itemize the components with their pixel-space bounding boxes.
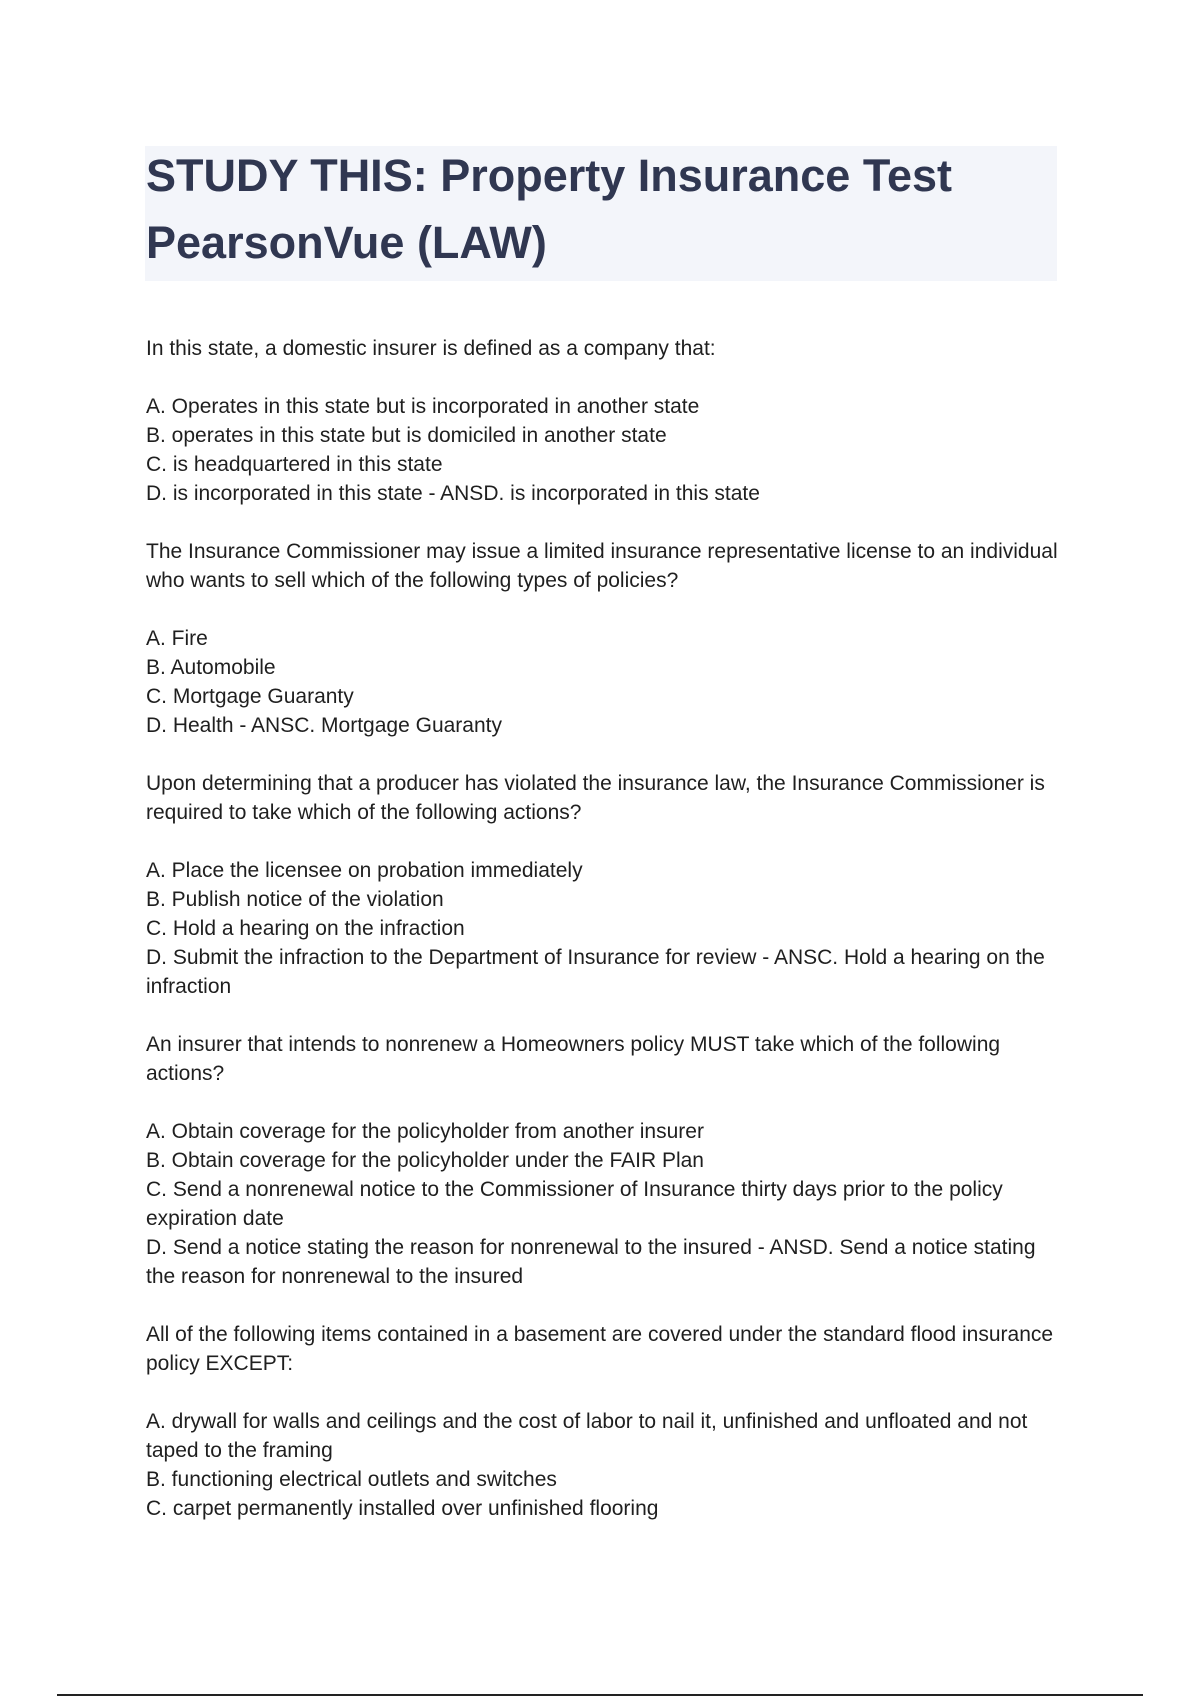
question-text: All of the following items contained in a basement are covered under the standard flood insurance policy EXCEPT: — [146, 1323, 1054, 1375]
answer-option: C. is headquartered in this state — [146, 453, 443, 476]
question-block-3 — [146, 769, 1066, 1001]
question-text: In this state, a domestic insurer is defined as a company that: — [146, 337, 716, 360]
answer-option: B. Publish notice of the violation — [146, 888, 444, 911]
answer-option: B. functioning electrical outlets and switches — [146, 1468, 557, 1491]
question-text: The Insurance Commissioner may issue a limited insurance representative license to an individual who wants to sell which of the following types of policies? — [146, 540, 1058, 592]
question-text: An insurer that intends to nonrenew a Homeowners policy MUST take which of the following actions? — [146, 1033, 1001, 1085]
answer-options — [146, 1407, 1066, 1523]
question-block-5 — [146, 1320, 1066, 1523]
answer-option: A. Fire — [146, 627, 208, 650]
answer-option: D. is incorporated in this state - ANSD. is incorporated in this state — [146, 482, 760, 505]
answer-option: A. Operates in this state but is incorporated in another state — [146, 395, 700, 418]
answer-options — [146, 392, 1066, 508]
answer-option: C. Send a nonrenewal notice to the Commissioner of Insurance thirty days prior to the policy expiration date — [146, 1178, 1003, 1230]
answer-option: A. Obtain coverage for the policyholder from another insurer — [146, 1120, 704, 1143]
answer-option: A. Place the licensee on probation immediately — [146, 859, 583, 882]
answer-option: B. Automobile — [146, 656, 276, 679]
answer-option: A. drywall for walls and ceilings and the cost of labor to nail it, unfinished and unfloated and not taped to the framing — [146, 1410, 1028, 1462]
answer-option: C. carpet permanently installed over unfinished flooring — [146, 1497, 659, 1520]
question-block-4 — [146, 1030, 1066, 1291]
answer-option: C. Mortgage Guaranty — [146, 685, 354, 708]
answer-option: B. Obtain coverage for the policyholder under the FAIR Plan — [146, 1149, 704, 1172]
answer-option: D. Health - ANSC. Mortgage Guaranty — [146, 714, 502, 737]
question-list — [146, 334, 1066, 1552]
page-title: STUDY THIS: Property Insurance Test PearsonVue (LAW) — [146, 150, 953, 268]
answer-option: C. Hold a hearing on the infraction — [146, 917, 465, 940]
question-block-1 — [146, 334, 1066, 508]
question-text: Upon determining that a producer has violated the insurance law, the Insurance Commissioner is required to take which of the following actions? — [146, 772, 1045, 824]
answer-options — [146, 1117, 1066, 1291]
answer-options — [146, 624, 1066, 740]
answer-option: D. Submit the infraction to the Department of Insurance for review - ANSC. Hold a hearing on the infraction — [146, 946, 1045, 998]
answer-option: B. operates in this state but is domiciled in another state — [146, 424, 667, 447]
page-bottom-divider — [57, 1694, 1143, 1696]
question-block-2 — [146, 537, 1066, 740]
answer-option: D. Send a notice stating the reason for nonrenewal to the insured - ANSD. Send a notice stating the reason for nonrenewal to the insured — [146, 1236, 1036, 1288]
answer-options — [146, 856, 1066, 1001]
